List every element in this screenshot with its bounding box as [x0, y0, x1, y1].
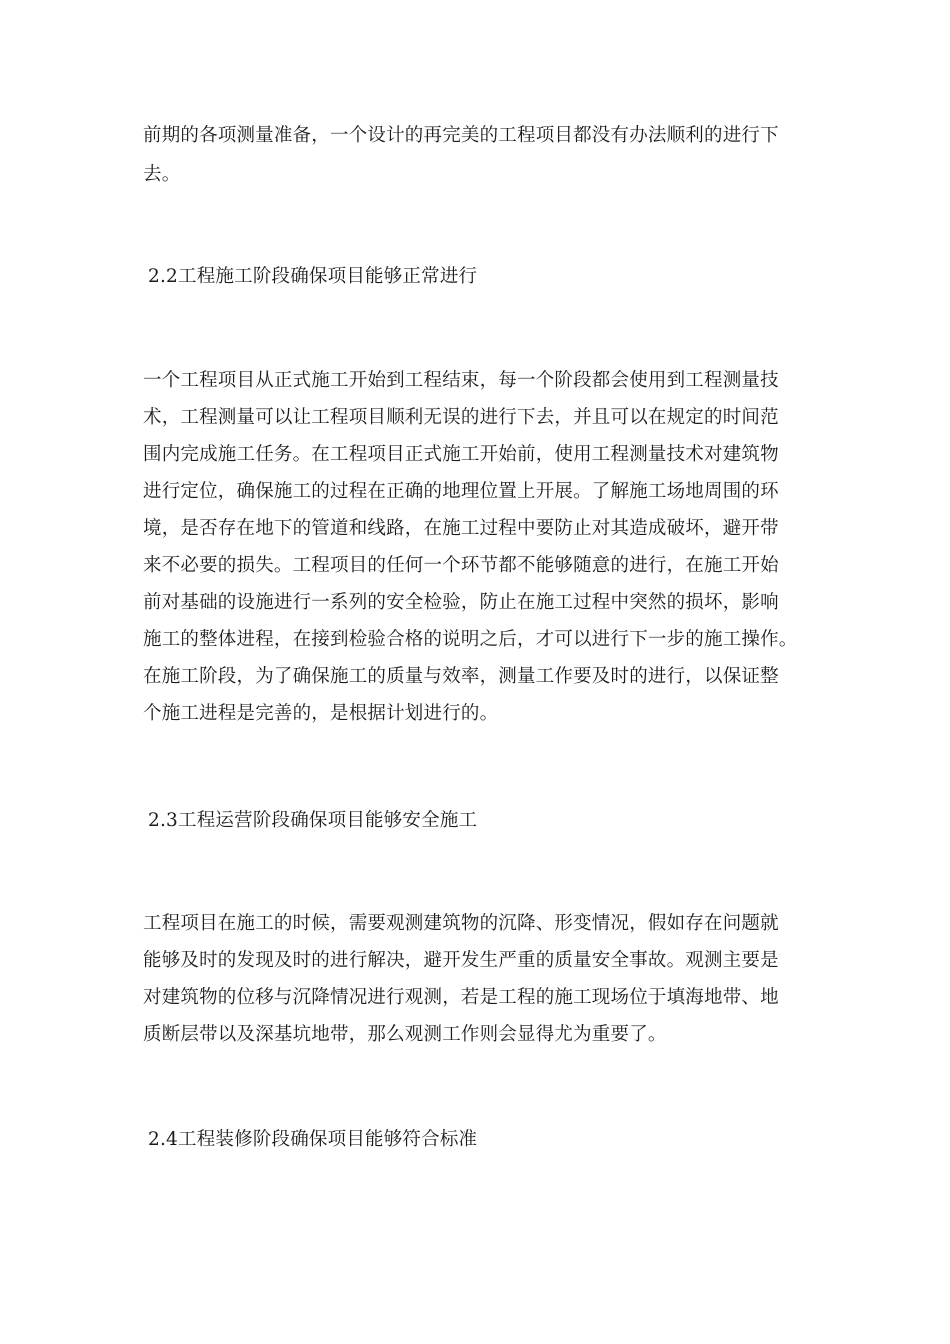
paragraph-2-line-10: 个施工进程是完善的，是根据计划进行的。: [143, 703, 499, 724]
paragraph-2-line-2: 术，工程测量可以让工程项目顺利无误的进行下去，并且可以在规定的时间范: [143, 407, 779, 428]
section-heading-2-3: 2.3工程运营阶段确保项目能够安全施工: [148, 810, 478, 831]
paragraph-3-line-1: 工程项目在施工的时候，需要观测建筑物的沉降、形变情况，假如存在问题就: [143, 913, 779, 934]
paragraph-1-line-1: 前期的各项测量准备，一个设计的再完美的工程项目都没有办法顺利的进行下: [143, 125, 779, 146]
paragraph-2-line-9: 在施工阶段，为了确保施工的质量与效率，测量工作要及时的进行，以保证整: [143, 666, 779, 687]
paragraph-2-line-8: 施工的整体进程，在接到检验合格的说明之后，才可以进行下一步的施工操作。: [143, 629, 798, 650]
section-heading-2-2: 2.2工程施工阶段确保项目能够正常进行: [148, 266, 478, 287]
paragraph-2-line-3: 围内完成施工任务。在工程项目正式施工开始前，使用工程测量技术对建筑物: [143, 444, 779, 465]
paragraph-2-line-5: 境，是否存在地下的管道和线路，在施工过程中要防止对其造成破坏，避开带: [143, 518, 779, 539]
paragraph-2-line-7: 前对基础的设施进行一系列的安全检验，防止在施工过程中突然的损坏，影响: [143, 592, 779, 613]
paragraph-2-line-4: 进行定位，确保施工的过程在正确的地理位置上开展。了解施工场地周围的环: [143, 481, 779, 502]
paragraph-1-line-2: 去。: [143, 164, 181, 185]
paragraph-3-line-2: 能够及时的发现及时的进行解决，避开发生严重的质量安全事故。观测主要是: [143, 950, 779, 971]
paragraph-3-line-4: 质断层带以及深基坑地带，那么观测工作则会显得尤为重要了。: [143, 1024, 667, 1045]
paragraph-3-line-3: 对建筑物的位移与沉降情况进行观测，若是工程的施工现场位于填海地带、地: [143, 987, 779, 1008]
section-heading-2-4: 2.4工程装修阶段确保项目能够符合标准: [148, 1129, 478, 1150]
paragraph-2-line-6: 来不必要的损失。工程项目的任何一个环节都不能够随意的进行，在施工开始: [143, 555, 779, 576]
paragraph-2-line-1: 一个工程项目从正式施工开始到工程结束，每一个阶段都会使用到工程测量技: [143, 370, 779, 391]
